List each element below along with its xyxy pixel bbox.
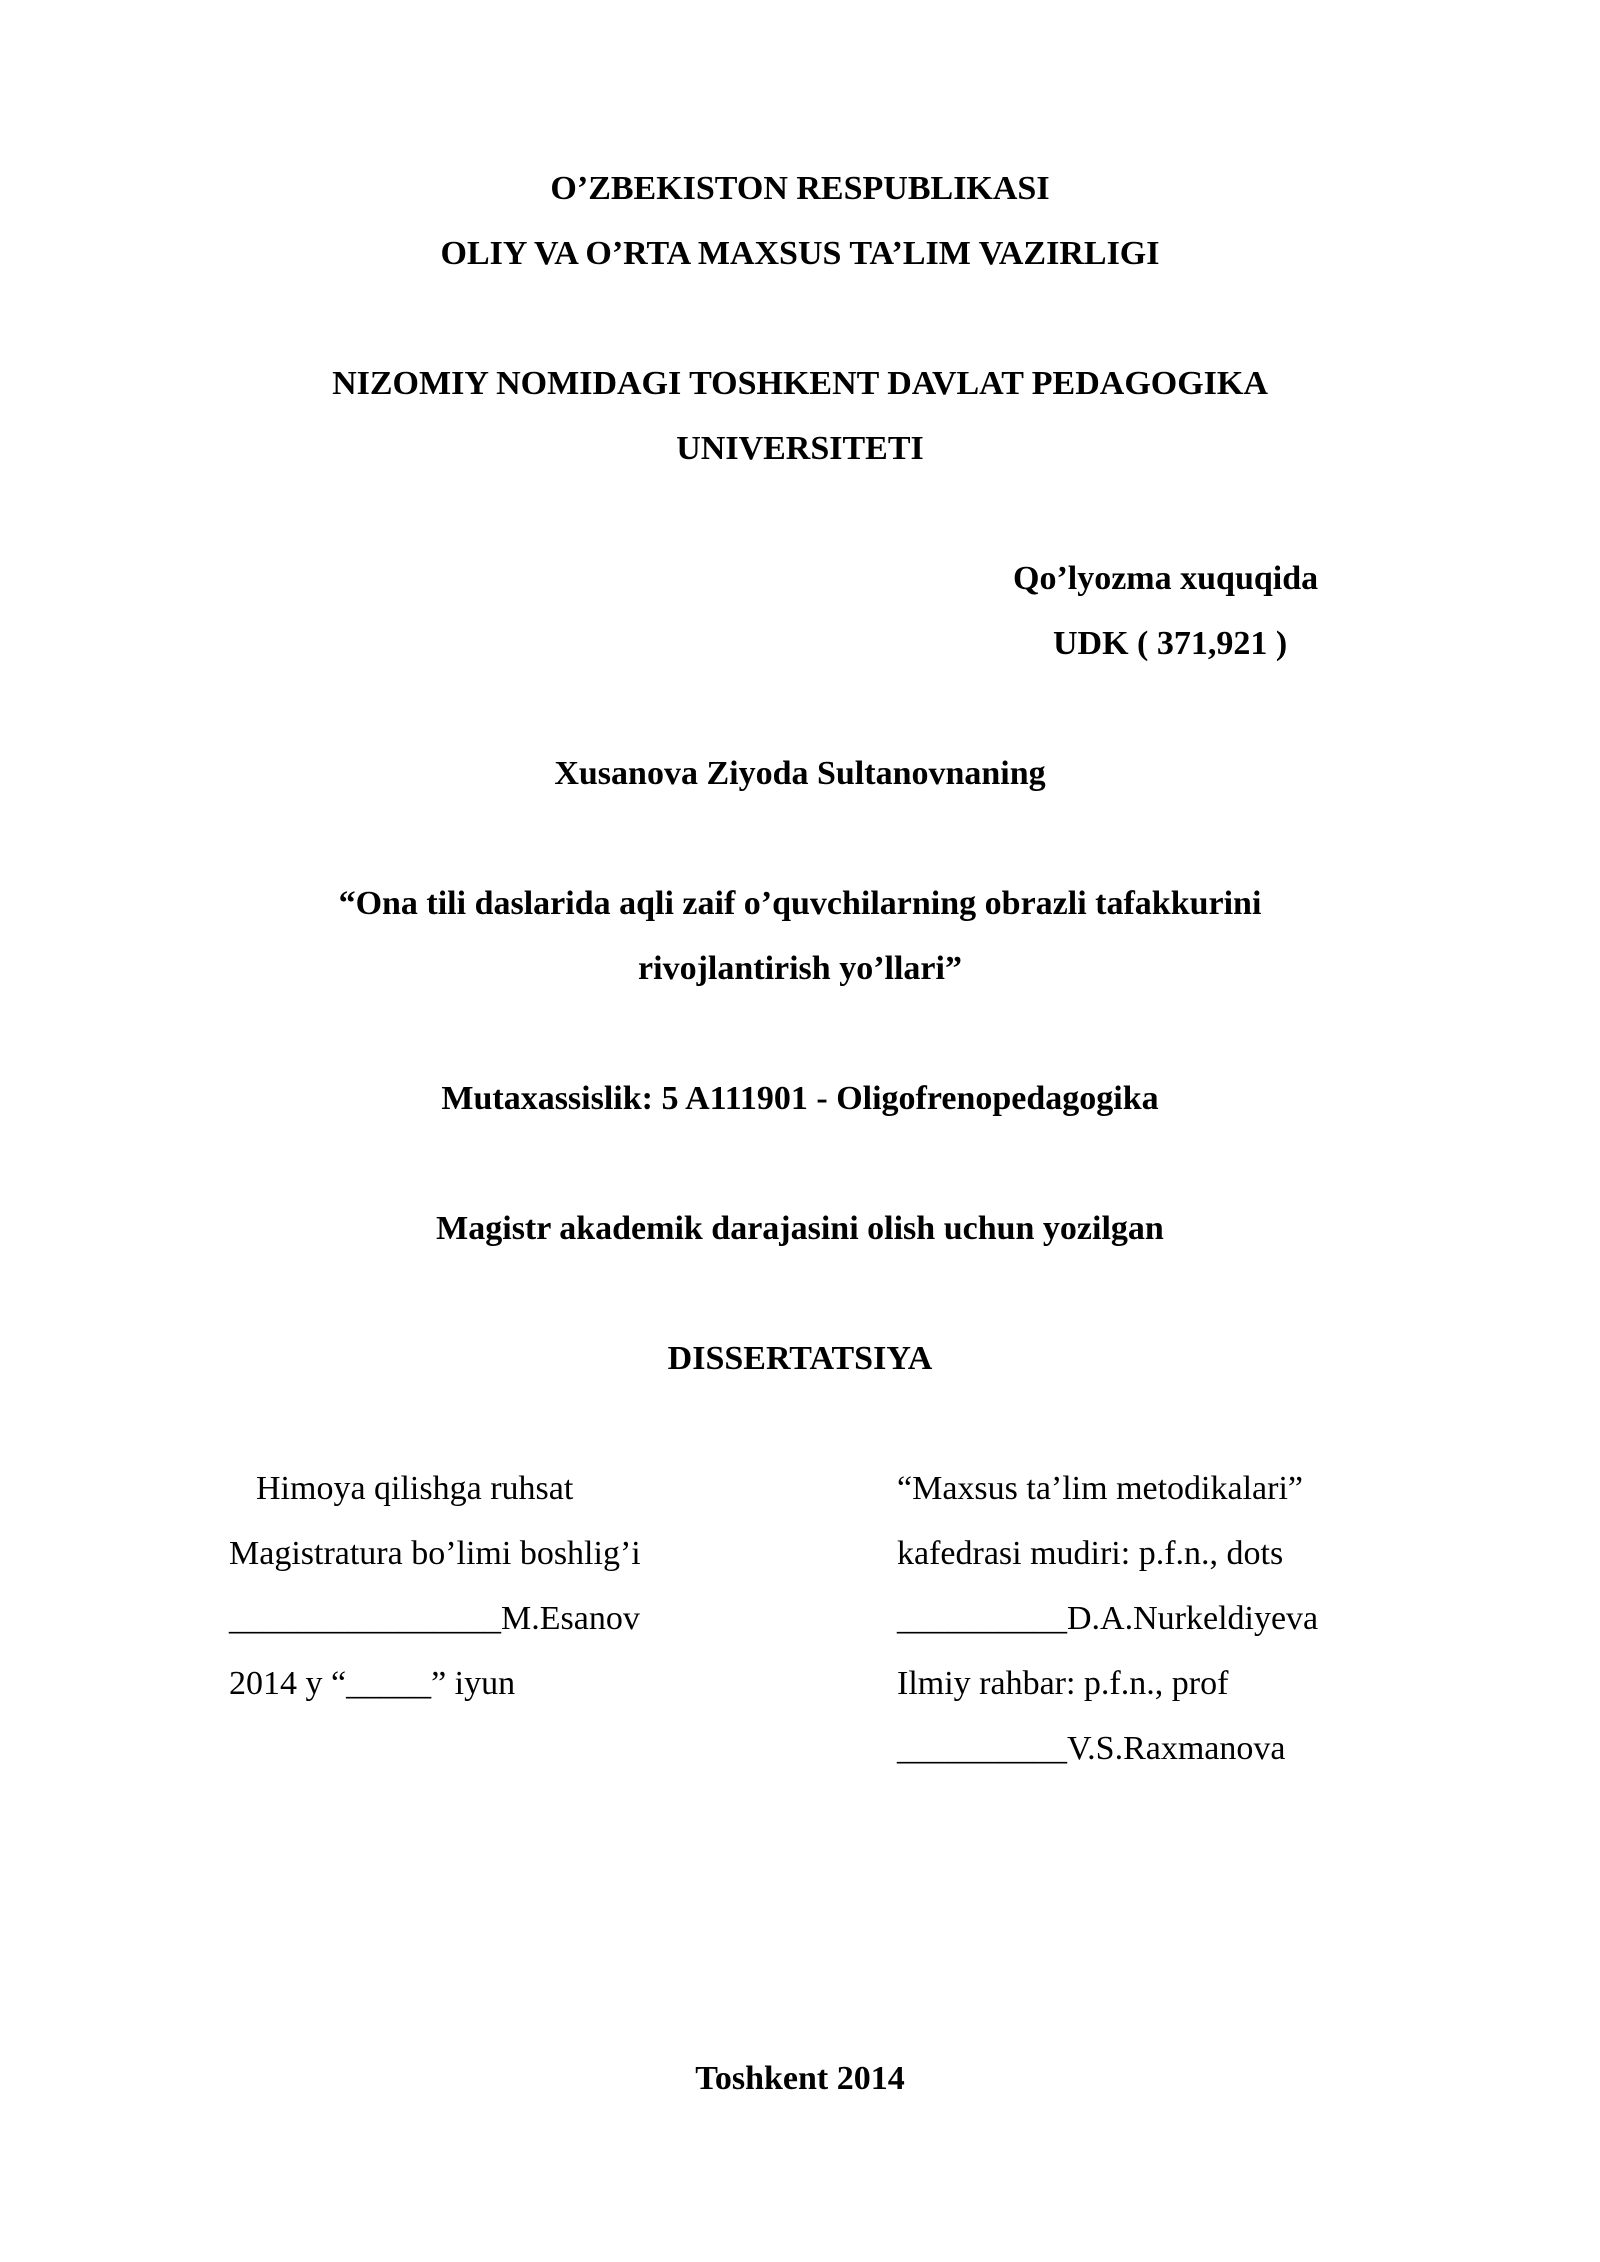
thesis-title-line1: “Ona tili daslarida aqli zaif o’quvchilarning obrazli tafakkurini (338, 885, 1262, 922)
supervisor-signature: __________V.S.Raxmanova (897, 1730, 1286, 1767)
udk-code: UDK ( 371,921 ) (1053, 625, 1288, 662)
thesis-title-line2: rivojlantirish yo’llari” (638, 950, 962, 987)
supervisor-title: Ilmiy rahbar: p.f.n., prof (897, 1665, 1229, 1702)
department-head-signature: __________D.A.Nurkeldiyeva (897, 1600, 1319, 1637)
document-type: DISSERTATSIYA (667, 1340, 933, 1377)
magistracy-head-signature: ________________M.Esanov (229, 1600, 640, 1637)
department-head-title: kafedrasi mudiri: p.f.n., dots (897, 1535, 1284, 1572)
author-name: Xusanova Ziyoda Sultanovnaning (554, 755, 1046, 792)
place-and-year: Toshkent 2014 (695, 2060, 905, 2097)
university-heading-line2: UNIVERSITETI (676, 430, 924, 467)
magistracy-head-title: Magistratura bo’limi boshlig’i (229, 1535, 641, 1572)
defense-permission: Himoya qilishga ruhsat (256, 1470, 574, 1507)
approval-date: 2014 y “_____” iyun (229, 1665, 516, 1702)
degree-statement: Magistr akademik darajasini olish uchun yozilgan (436, 1210, 1164, 1247)
manuscript-rights: Qo’lyozma xuquqida (1013, 560, 1319, 597)
specialty: Mutaxassislik: 5 A111901 - Oligofrenopedagogika (441, 1080, 1159, 1117)
ministry-heading: OLIY VA O’RTA MAXSUS TA’LIM VAZIRLIGI (440, 235, 1160, 272)
department-name: “Maxsus ta’lim metodikalari” (897, 1470, 1303, 1507)
university-heading-line1: NIZOMIY NOMIDAGI TOSHKENT DAVLAT PEDAGOGIKA (332, 365, 1268, 402)
republic-heading: O’ZBEKISTON RESPUBLIKASI (550, 170, 1050, 207)
